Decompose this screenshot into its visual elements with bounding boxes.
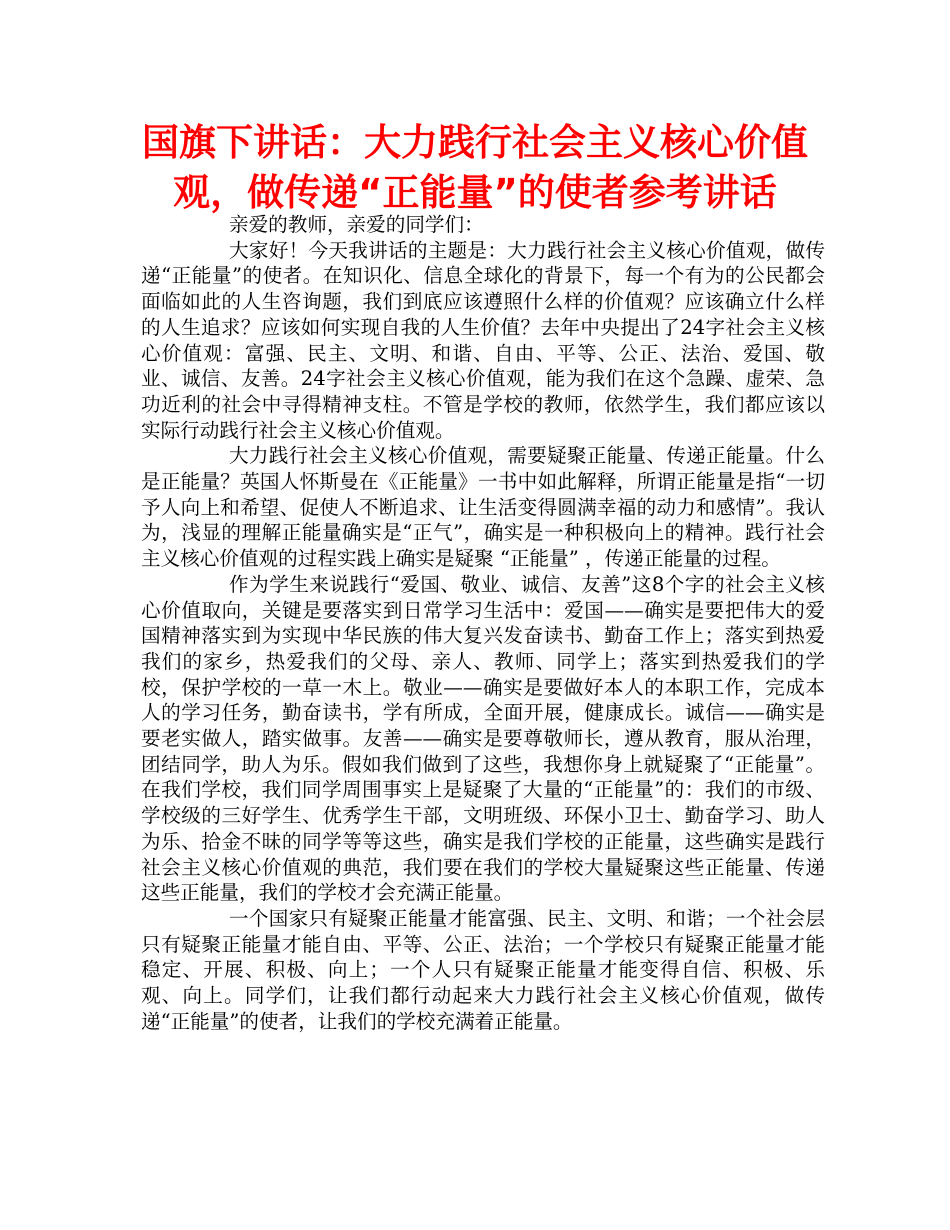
document-body xyxy=(141,212,825,1035)
salutation: 亲爱的教师，亲爱的同学们： xyxy=(229,213,484,236)
title-line-2: 观，做传递“正能量”的使者参考讲话 xyxy=(173,171,777,214)
title-line-1: 国旗下讲话：大力践行社会主义核心价值 xyxy=(142,121,808,164)
paragraph: 大力践行社会主义核心价值观，需要疑聚正能量、传递正能量。什么是正能量？英国人怀斯曼在《正能量》一书中如此解释，所谓正能量是指“一切予人向上和希望、促使人不断追求、让生活变得圆满幸福的动力和感情”。我认为，浅显的理解正能量确实是“正气”，确实是一种积极向上的精神。践行社会主义核心价值观的过程实践上确实是疑聚 “正能量” ，传递正能量的过程。 xyxy=(141,444,825,571)
document-title xyxy=(140,118,810,218)
paragraph: 作为学生来说践行“爱国、敬业、诚信、友善”这8个字的社会主义核心价值取向，关键是要落实到日常学习生活中：爱国——确实是要把伟大的爱国精神落实到为实现中华民族的伟大复兴发奋读书、勤奋工作上；落实到热爱我们的家乡，热爱我们的父母、亲人、教师、同学上；落实到热爱我们的学校，保护学校的一草一木上。敬业——确实是要做好本人的本职工作，完成本人的学习任务，勤奋读书，学有所成，全面开展，健康成长。诚信——确实是要老实做人，踏实做事。友善——确实是要尊敬师长，遵从教育，服从治理，团结同学，助人为乐。假如我们做到了这些，我想你身上就疑聚了“正能量”。在我们学校，我们同学周围事实上是疑聚了大量的“正能量”的：我们的市级、学校级的三好学生、优秀学生干部，文明班级、环保小卫士、勤奋学习、助人为乐、拾金不昧的同学等等这些，确实是我们学校的正能量，这些确实是践行社会主义核心价值观的典范，我们要在我们的学校大量疑聚这些正能量、传递这些正能量，我们的学校才会充满正能量。 xyxy=(141,572,825,905)
paragraph: 大家好！今天我讲话的主题是：大力践行社会主义核心价值观，做传递“正能量”的使者。在知识化、信息全球化的背景下，每一个有为的公民都会面临如此的人生咨询题，我们到底应该遵照什么样的价值观？应该确立什么样的人生追求？应该如何实现自我的人生价值？去年中央提出了24字社会主义核心价值观：富强、民主、文明、和谐、自由、平等、公正、法治、爱国、敬业、诚信、友善。24字社会主义核心价值观，能为我们在这个急躁、虚荣、急功近利的社会中寻得精神支柱。不管是学校的教师，依然学生，我们都应该以实际行动践行社会主义核心价值观。 xyxy=(141,238,825,442)
paragraph: 一个国家只有疑聚正能量才能富强、民主、文明、和谐；一个社会层只有疑聚正能量才能自由、平等、公正、法治；一个学校只有疑聚正能量才能稳定、开展、积极、向上；一个人只有疑聚正能量才能变得自信、积极、乐观、向上。同学们，让我们都行动起来大力践行社会主义核心价值观，做传递“正能量”的使者，让我们的学校充满着正能量。 xyxy=(141,906,825,1033)
